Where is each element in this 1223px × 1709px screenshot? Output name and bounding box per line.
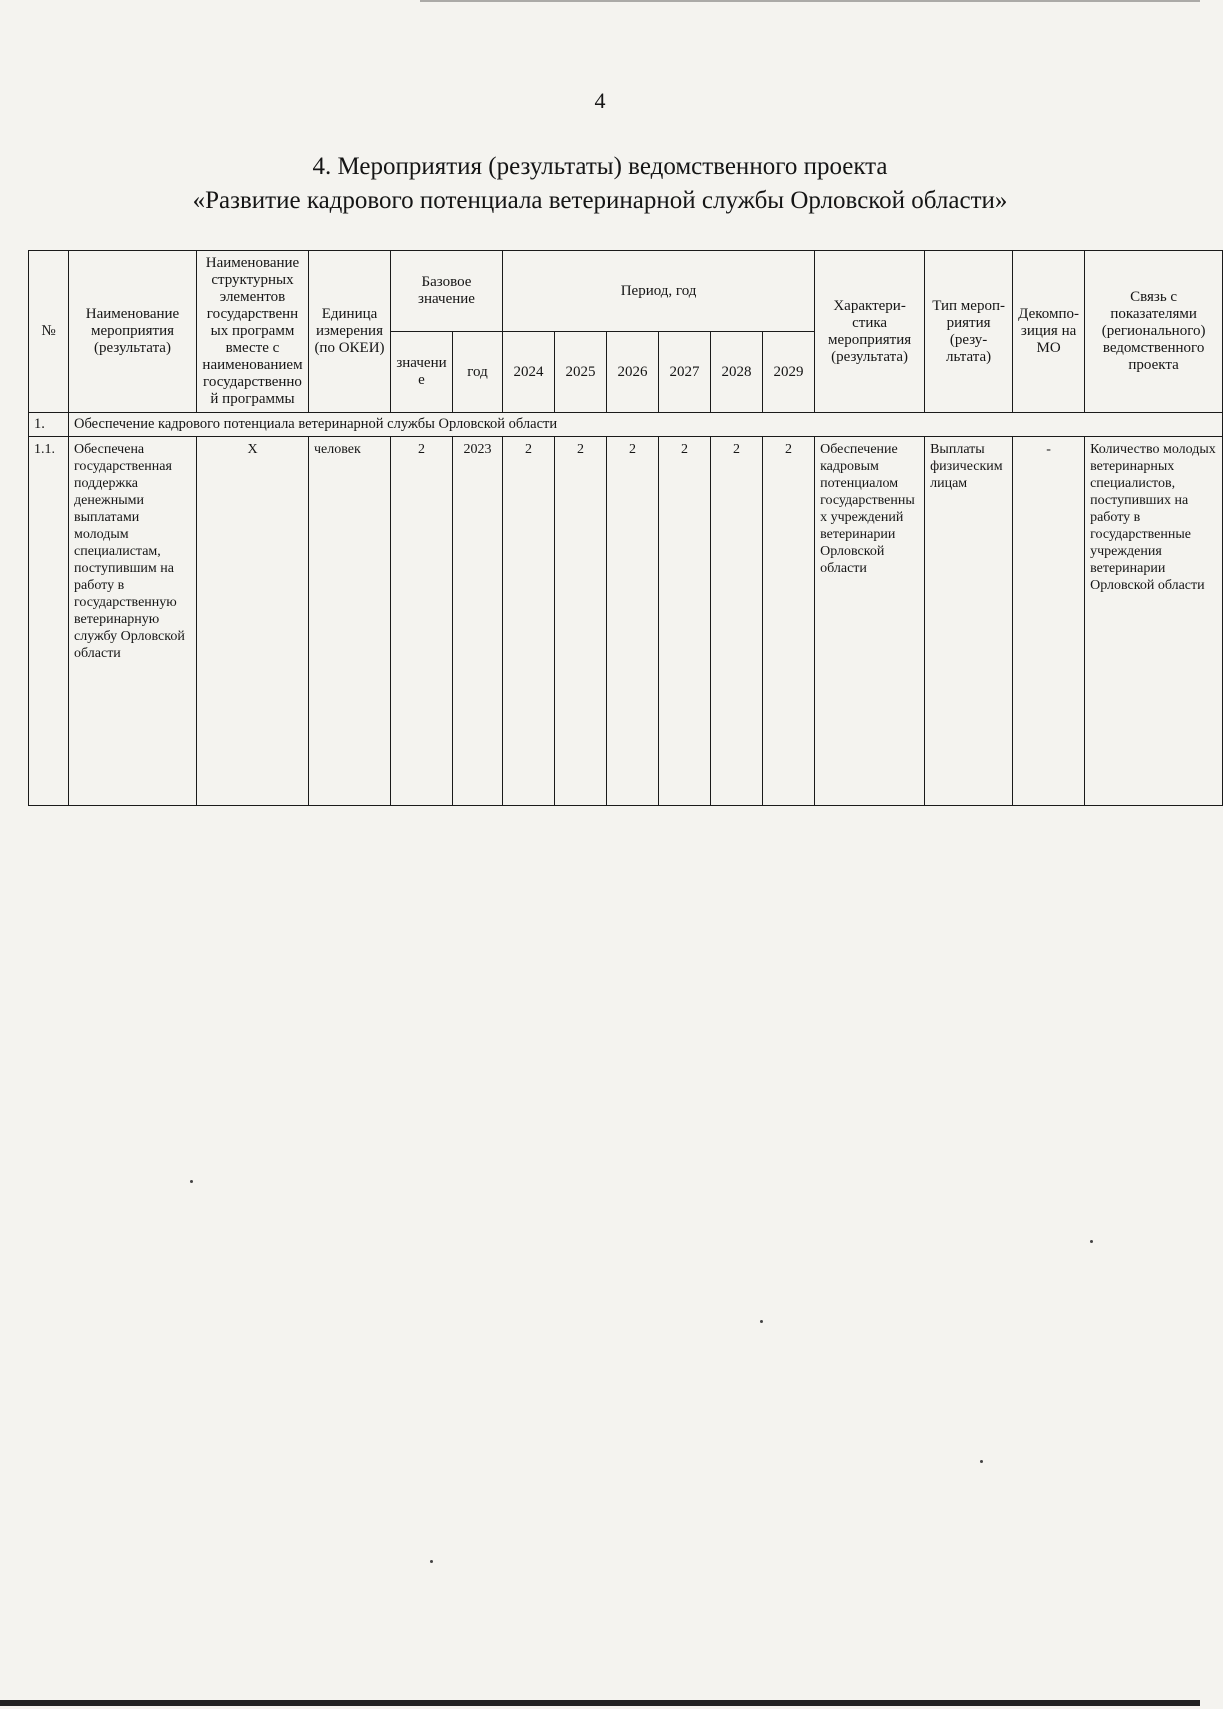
row-value-2029: 2 [763,437,815,806]
col-header-link: Связь с показателями (регионального) ведомственного проекта [1085,251,1223,413]
row-link: Количество молодых ветеринарных специалистов, поступивших на работу в государственные учреждения ветеринарии Орловской области [1085,437,1223,806]
row-value-2028: 2 [711,437,763,806]
col-header-year-2028: 2028 [711,332,763,413]
col-header-unit: Единица измерения (по ОКЕИ) [309,251,391,413]
col-header-year-2024: 2024 [503,332,555,413]
section-title: Обеспечение кадрового потенциала ветеринарной службы Орловской области [69,413,1223,437]
scan-speck [430,1560,433,1563]
scan-speck [1090,1240,1093,1243]
row-value-2026: 2 [607,437,659,806]
col-header-period: Период, год [503,251,815,332]
col-header-year-2029: 2029 [763,332,815,413]
heading-line-2: «Развитие кадрового потенциала ветеринарной службы Орловской области» [192,187,1008,214]
row-number: 1.1. [29,437,69,806]
row-name: Обеспечена государственная поддержка денежными выплатами молодым специалистам, поступившим на работу в государственную ветеринарную службу Орловской области [69,437,197,806]
heading-line-1: 4. Мероприятия (результаты) ведомственного проекта [312,153,888,180]
row-unit: человек [309,437,391,806]
row-struct: X [197,437,309,806]
col-header-num: № [29,251,69,413]
scan-bottom-rule [0,1700,1200,1706]
section-number: 1. [29,413,69,437]
row-value-2024: 2 [503,437,555,806]
col-header-base-value: значение [391,332,453,413]
col-header-struct: Наименование структурных элементов государственных программ вместе с наименованием государственной программы [197,251,309,413]
col-header-year-2025: 2025 [555,332,607,413]
col-header-base: Базовое значение [391,251,503,332]
header-row-1 [29,251,1223,332]
row-base-year: 2023 [453,437,503,806]
col-header-type: Тип мероп-риятия (резу-льтата) [925,251,1013,413]
row-decomposition: - [1013,437,1085,806]
col-header-year-2026: 2026 [607,332,659,413]
col-header-year-2027: 2027 [659,332,711,413]
col-header-base-year: год [453,332,503,413]
document-heading [50,150,1150,218]
col-header-decomposition: Декомпо-зиция на МО [1013,251,1085,413]
col-header-characteristic: Характери-стика мероприятия (результата) [815,251,925,413]
page-number: 4 [594,88,606,113]
row-base-value: 2 [391,437,453,806]
scan-top-rule [420,0,1200,2]
row-type: Выплаты физическим лицам [925,437,1013,806]
row-value-2027: 2 [659,437,711,806]
table-row [29,437,1223,806]
scan-speck [980,1460,983,1463]
row-characteristic: Обеспечение кадровым потенциалом государственных учреждений ветеринарии Орловской области [815,437,925,806]
measures-table [28,250,1223,806]
row-value-2025: 2 [555,437,607,806]
section-row [29,413,1223,437]
scan-speck [190,1180,193,1183]
scan-speck [760,1320,763,1323]
col-header-name: Наименование мероприятия (результата) [69,251,197,413]
